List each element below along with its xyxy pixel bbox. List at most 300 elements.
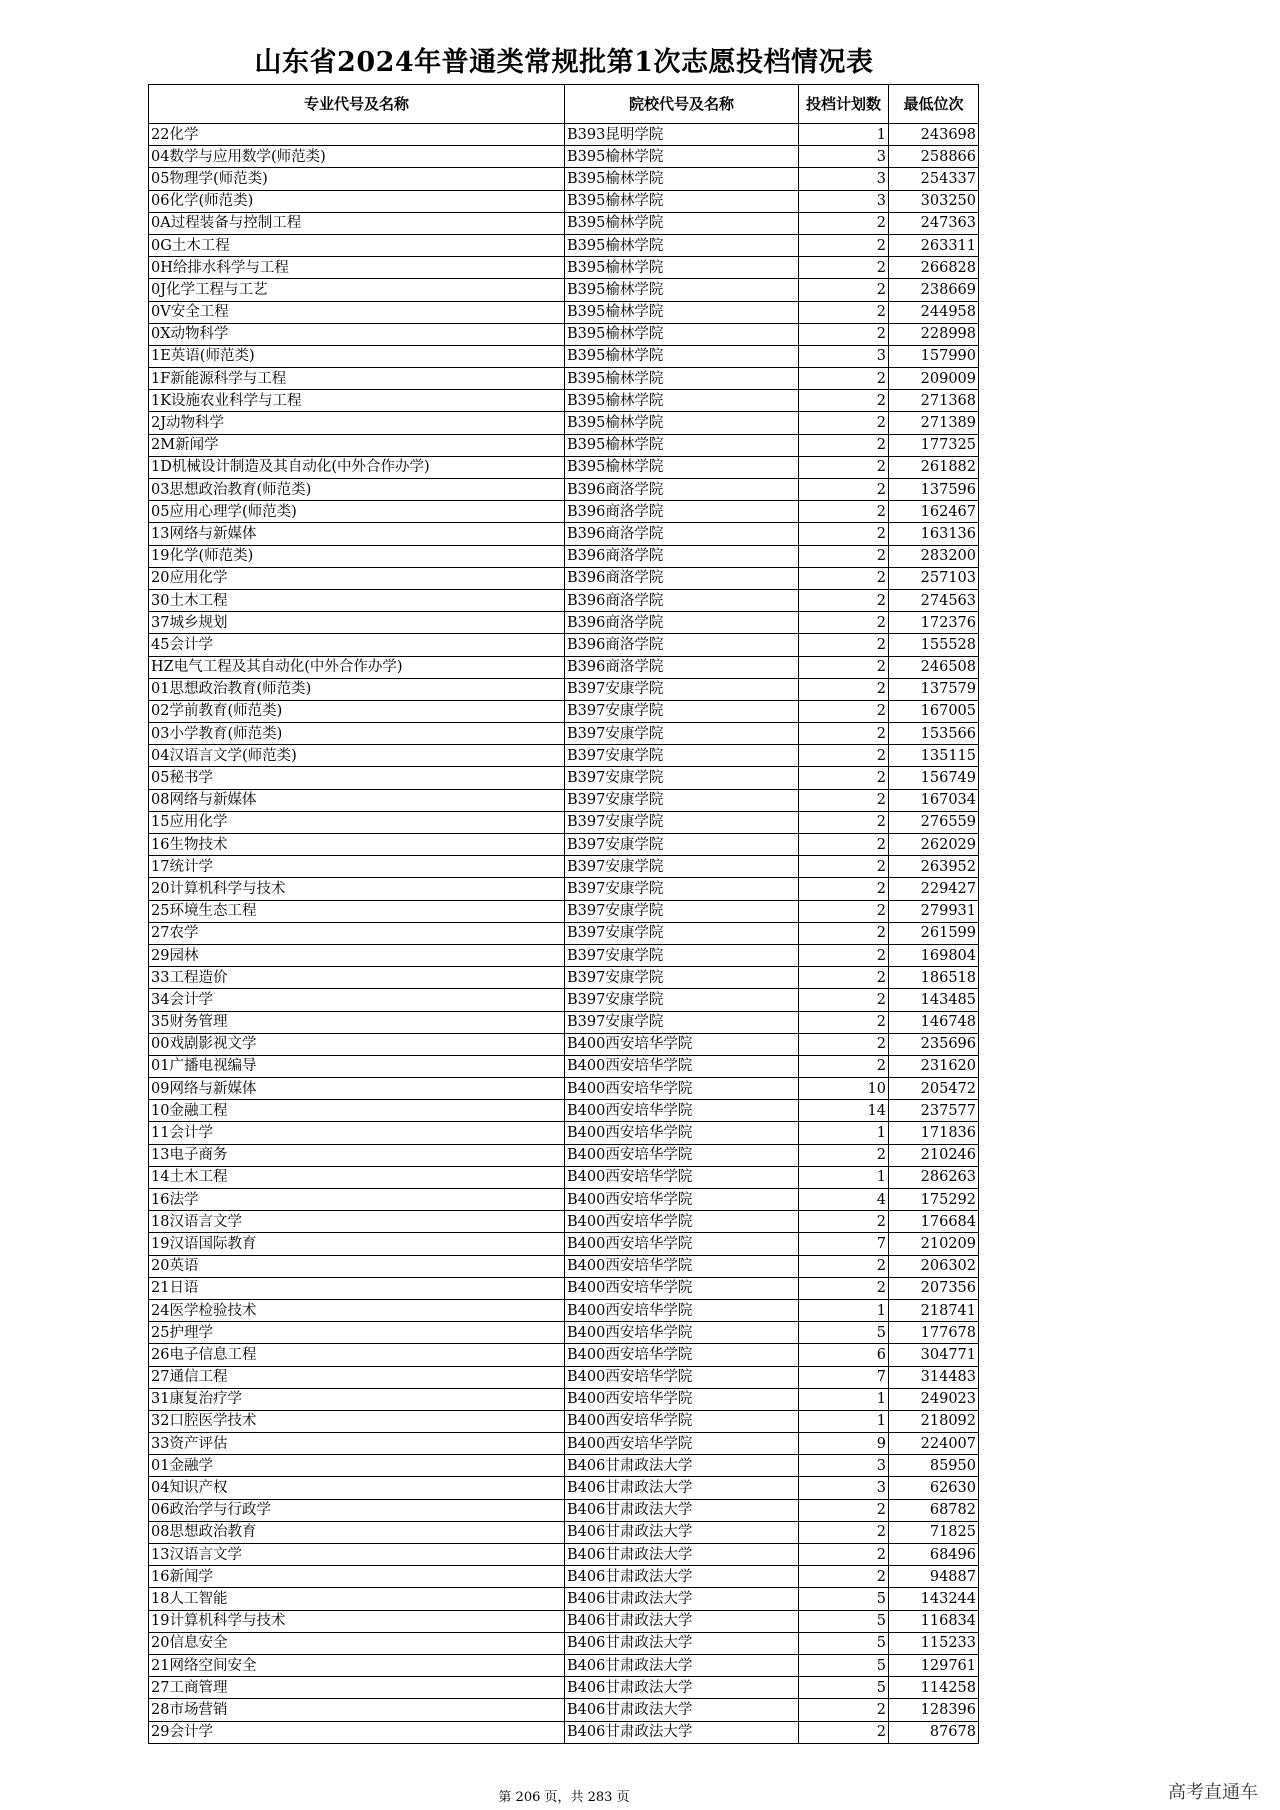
cell-major: 24医学检验技术 bbox=[149, 1299, 565, 1321]
cell-major: 22化学 bbox=[149, 124, 565, 146]
cell-school: B396商洛学院 bbox=[565, 501, 799, 523]
cell-min-rank: 258866 bbox=[889, 146, 979, 168]
cell-school: B400西安培华学院 bbox=[565, 1344, 799, 1366]
cell-school: B395榆林学院 bbox=[565, 146, 799, 168]
cell-plan-count: 5 bbox=[799, 1677, 889, 1699]
table-row bbox=[149, 1588, 979, 1610]
cell-min-rank: 115233 bbox=[889, 1632, 979, 1654]
cell-major: 0G土木工程 bbox=[149, 234, 565, 256]
table-row bbox=[149, 479, 979, 501]
cell-min-rank: 304771 bbox=[889, 1344, 979, 1366]
table-row bbox=[149, 545, 979, 567]
cell-school: B400西安培华学院 bbox=[565, 1122, 799, 1144]
cell-major: 0A过程装备与控制工程 bbox=[149, 212, 565, 234]
cell-major: 06政治学与行政学 bbox=[149, 1499, 565, 1521]
cell-major: 26电子信息工程 bbox=[149, 1344, 565, 1366]
cell-plan-count: 2 bbox=[799, 656, 889, 678]
cell-min-rank: 279931 bbox=[889, 900, 979, 922]
cell-major: 00戏剧影视文学 bbox=[149, 1033, 565, 1055]
cell-plan-count: 3 bbox=[799, 146, 889, 168]
header-plan-count: 投档计划数 bbox=[799, 85, 889, 124]
header-min-rank: 最低位次 bbox=[889, 85, 979, 124]
cell-school: B400西安培华学院 bbox=[565, 1233, 799, 1255]
cell-min-rank: 263952 bbox=[889, 856, 979, 878]
table-row bbox=[149, 878, 979, 900]
cell-plan-count: 2 bbox=[799, 1544, 889, 1566]
cell-plan-count: 2 bbox=[799, 834, 889, 856]
cell-plan-count: 3 bbox=[799, 190, 889, 212]
cell-major: 19计算机科学与技术 bbox=[149, 1610, 565, 1632]
cell-plan-count: 3 bbox=[799, 345, 889, 367]
cell-plan-count: 2 bbox=[799, 1211, 889, 1233]
table-row bbox=[149, 1299, 979, 1321]
cell-min-rank: 177678 bbox=[889, 1322, 979, 1344]
cell-school: B406甘肃政法大学 bbox=[565, 1499, 799, 1521]
cell-major: 14土木工程 bbox=[149, 1166, 565, 1188]
table-row bbox=[149, 212, 979, 234]
table-row bbox=[149, 279, 979, 301]
table-row bbox=[149, 412, 979, 434]
cell-plan-count: 2 bbox=[799, 1499, 889, 1521]
cell-min-rank: 167034 bbox=[889, 789, 979, 811]
cell-plan-count: 5 bbox=[799, 1654, 889, 1676]
cell-plan-count: 5 bbox=[799, 1632, 889, 1654]
table-row bbox=[149, 1433, 979, 1455]
cell-min-rank: 153566 bbox=[889, 723, 979, 745]
cell-min-rank: 143485 bbox=[889, 989, 979, 1011]
cell-school: B400西安培华学院 bbox=[565, 1410, 799, 1432]
cell-major: 05物理学(师范类) bbox=[149, 168, 565, 190]
table-row bbox=[149, 1055, 979, 1077]
cell-plan-count: 2 bbox=[799, 767, 889, 789]
cell-major: 1F新能源科学与工程 bbox=[149, 368, 565, 390]
cell-plan-count: 2 bbox=[799, 789, 889, 811]
cell-min-rank: 224007 bbox=[889, 1433, 979, 1455]
cell-plan-count: 2 bbox=[799, 212, 889, 234]
cell-plan-count: 2 bbox=[799, 589, 889, 611]
cell-min-rank: 210246 bbox=[889, 1144, 979, 1166]
cell-school: B400西安培华学院 bbox=[565, 1388, 799, 1410]
cell-school: B395榆林学院 bbox=[565, 368, 799, 390]
cell-major: 02学前教育(师范类) bbox=[149, 700, 565, 722]
table-row bbox=[149, 1189, 979, 1211]
cell-min-rank: 210209 bbox=[889, 1233, 979, 1255]
table-row bbox=[149, 190, 979, 212]
cell-min-rank: 261882 bbox=[889, 456, 979, 478]
cell-plan-count: 1 bbox=[799, 1388, 889, 1410]
cell-school: B406甘肃政法大学 bbox=[565, 1477, 799, 1499]
cell-plan-count: 2 bbox=[799, 390, 889, 412]
cell-school: B406甘肃政法大学 bbox=[565, 1654, 799, 1676]
cell-major: 45会计学 bbox=[149, 634, 565, 656]
cell-min-rank: 186518 bbox=[889, 967, 979, 989]
table-row bbox=[149, 811, 979, 833]
cell-min-rank: 177325 bbox=[889, 434, 979, 456]
table-row bbox=[149, 323, 979, 345]
cell-min-rank: 137579 bbox=[889, 678, 979, 700]
cell-school: B396商洛学院 bbox=[565, 634, 799, 656]
cell-plan-count: 2 bbox=[799, 723, 889, 745]
table-row bbox=[149, 1566, 979, 1588]
cell-major: 20英语 bbox=[149, 1255, 565, 1277]
cell-school: B396商洛学院 bbox=[565, 567, 799, 589]
cell-school: B400西安培华学院 bbox=[565, 1144, 799, 1166]
cell-school: B397安康学院 bbox=[565, 678, 799, 700]
cell-school: B400西安培华学院 bbox=[565, 1255, 799, 1277]
cell-major: 03小学教育(师范类) bbox=[149, 723, 565, 745]
cell-school: B397安康学院 bbox=[565, 989, 799, 1011]
cell-school: B395榆林学院 bbox=[565, 234, 799, 256]
cell-major: 04汉语言文学(师范类) bbox=[149, 745, 565, 767]
table-row bbox=[149, 1632, 979, 1654]
table-row bbox=[149, 767, 979, 789]
table-row bbox=[149, 1388, 979, 1410]
cell-school: B395榆林学院 bbox=[565, 212, 799, 234]
cell-major: 20计算机科学与技术 bbox=[149, 878, 565, 900]
cell-school: B406甘肃政法大学 bbox=[565, 1455, 799, 1477]
cell-min-rank: 163136 bbox=[889, 523, 979, 545]
cell-major: 18人工智能 bbox=[149, 1588, 565, 1610]
cell-school: B406甘肃政法大学 bbox=[565, 1677, 799, 1699]
table-row bbox=[149, 146, 979, 168]
cell-major: 17统计学 bbox=[149, 856, 565, 878]
cell-min-rank: 128396 bbox=[889, 1699, 979, 1721]
cell-min-rank: 254337 bbox=[889, 168, 979, 190]
table-row bbox=[149, 634, 979, 656]
cell-school: B395榆林学院 bbox=[565, 301, 799, 323]
cell-plan-count: 2 bbox=[799, 878, 889, 900]
cell-plan-count: 2 bbox=[799, 612, 889, 634]
cell-min-rank: 257103 bbox=[889, 567, 979, 589]
cell-major: 1E英语(师范类) bbox=[149, 345, 565, 367]
cell-min-rank: 229427 bbox=[889, 878, 979, 900]
cell-min-rank: 209009 bbox=[889, 368, 979, 390]
cell-major: 01金融学 bbox=[149, 1455, 565, 1477]
cell-plan-count: 2 bbox=[799, 567, 889, 589]
cell-major: 29会计学 bbox=[149, 1721, 565, 1743]
cell-min-rank: 228998 bbox=[889, 323, 979, 345]
cell-school: B396商洛学院 bbox=[565, 656, 799, 678]
cell-major: HZ电气工程及其自动化(中外合作办学) bbox=[149, 656, 565, 678]
cell-plan-count: 2 bbox=[799, 745, 889, 767]
cell-min-rank: 262029 bbox=[889, 834, 979, 856]
table-row bbox=[149, 989, 979, 1011]
cell-plan-count: 2 bbox=[799, 1521, 889, 1543]
cell-plan-count: 1 bbox=[799, 1410, 889, 1432]
cell-min-rank: 244958 bbox=[889, 301, 979, 323]
table-row bbox=[149, 612, 979, 634]
cell-plan-count: 2 bbox=[799, 368, 889, 390]
cell-major: 27工商管理 bbox=[149, 1677, 565, 1699]
cell-major: 0V安全工程 bbox=[149, 301, 565, 323]
cell-school: B397安康学院 bbox=[565, 900, 799, 922]
cell-major: 20信息安全 bbox=[149, 1632, 565, 1654]
page-number: 第 206 页，共 283 页 bbox=[498, 1790, 630, 1805]
cell-major: 08思想政治教育 bbox=[149, 1521, 565, 1543]
cell-school: B400西安培华学院 bbox=[565, 1055, 799, 1077]
cell-school: B395榆林学院 bbox=[565, 168, 799, 190]
cell-school: B400西安培华学院 bbox=[565, 1433, 799, 1455]
cell-school: B406甘肃政法大学 bbox=[565, 1566, 799, 1588]
cell-plan-count: 6 bbox=[799, 1344, 889, 1366]
cell-school: B406甘肃政法大学 bbox=[565, 1610, 799, 1632]
table-row bbox=[149, 1455, 979, 1477]
cell-major: 0J化学工程与工艺 bbox=[149, 279, 565, 301]
cell-min-rank: 155528 bbox=[889, 634, 979, 656]
cell-school: B396商洛学院 bbox=[565, 545, 799, 567]
cell-plan-count: 2 bbox=[799, 234, 889, 256]
table-row bbox=[149, 523, 979, 545]
cell-plan-count: 7 bbox=[799, 1366, 889, 1388]
cell-min-rank: 231620 bbox=[889, 1055, 979, 1077]
cell-min-rank: 237577 bbox=[889, 1100, 979, 1122]
table-header-row bbox=[149, 85, 979, 124]
cell-min-rank: 243698 bbox=[889, 124, 979, 146]
cell-min-rank: 246508 bbox=[889, 656, 979, 678]
cell-min-rank: 283200 bbox=[889, 545, 979, 567]
cell-plan-count: 5 bbox=[799, 1588, 889, 1610]
cell-major: 2J动物科学 bbox=[149, 412, 565, 434]
cell-major: 0X动物科学 bbox=[149, 323, 565, 345]
table-row bbox=[149, 434, 979, 456]
cell-school: B395榆林学院 bbox=[565, 434, 799, 456]
cell-major: 33工程造价 bbox=[149, 967, 565, 989]
cell-min-rank: 247363 bbox=[889, 212, 979, 234]
cell-min-rank: 172376 bbox=[889, 612, 979, 634]
cell-plan-count: 2 bbox=[799, 989, 889, 1011]
cell-plan-count: 2 bbox=[799, 856, 889, 878]
cell-school: B395榆林学院 bbox=[565, 390, 799, 412]
cell-school: B397安康学院 bbox=[565, 700, 799, 722]
cell-major: 04数学与应用数学(师范类) bbox=[149, 146, 565, 168]
cell-min-rank: 169804 bbox=[889, 944, 979, 966]
cell-min-rank: 175292 bbox=[889, 1189, 979, 1211]
cell-min-rank: 171836 bbox=[889, 1122, 979, 1144]
cell-school: B400西安培华学院 bbox=[565, 1211, 799, 1233]
table-row bbox=[149, 1078, 979, 1100]
cell-min-rank: 85950 bbox=[889, 1455, 979, 1477]
cell-min-rank: 157990 bbox=[889, 345, 979, 367]
cell-major: 01广播电视编导 bbox=[149, 1055, 565, 1077]
cell-school: B393昆明学院 bbox=[565, 124, 799, 146]
cell-plan-count: 2 bbox=[799, 412, 889, 434]
cell-school: B395榆林学院 bbox=[565, 279, 799, 301]
cell-school: B397安康学院 bbox=[565, 856, 799, 878]
cell-major: 32口腔医学技术 bbox=[149, 1410, 565, 1432]
cell-major: 1K设施农业科学与工程 bbox=[149, 390, 565, 412]
cell-school: B406甘肃政法大学 bbox=[565, 1632, 799, 1654]
table-row bbox=[149, 1277, 979, 1299]
cell-plan-count: 10 bbox=[799, 1078, 889, 1100]
cell-plan-count: 2 bbox=[799, 434, 889, 456]
cell-plan-count: 2 bbox=[799, 1566, 889, 1588]
table-row bbox=[149, 789, 979, 811]
cell-plan-count: 2 bbox=[799, 900, 889, 922]
cell-min-rank: 62630 bbox=[889, 1477, 979, 1499]
cell-major: 28市场营销 bbox=[149, 1699, 565, 1721]
table-body bbox=[149, 124, 979, 1744]
table-row bbox=[149, 1477, 979, 1499]
table-row bbox=[149, 501, 979, 523]
cell-school: B400西安培华学院 bbox=[565, 1366, 799, 1388]
table-row bbox=[149, 678, 979, 700]
cell-major: 33资产评估 bbox=[149, 1433, 565, 1455]
cell-min-rank: 129761 bbox=[889, 1654, 979, 1676]
table-row bbox=[149, 345, 979, 367]
cell-school: B406甘肃政法大学 bbox=[565, 1521, 799, 1543]
cell-major: 16法学 bbox=[149, 1189, 565, 1211]
cell-school: B397安康学院 bbox=[565, 834, 799, 856]
table-row bbox=[149, 856, 979, 878]
cell-school: B396商洛学院 bbox=[565, 589, 799, 611]
cell-school: B395榆林学院 bbox=[565, 456, 799, 478]
cell-plan-count: 2 bbox=[799, 700, 889, 722]
cell-plan-count: 5 bbox=[799, 1610, 889, 1632]
cell-plan-count: 2 bbox=[799, 301, 889, 323]
cell-school: B395榆林学院 bbox=[565, 257, 799, 279]
cell-school: B397安康学院 bbox=[565, 967, 799, 989]
cell-plan-count: 2 bbox=[799, 678, 889, 700]
table-row bbox=[149, 1166, 979, 1188]
cell-school: B395榆林学院 bbox=[565, 323, 799, 345]
table-row bbox=[149, 656, 979, 678]
cell-major: 29园林 bbox=[149, 944, 565, 966]
table-row bbox=[149, 1100, 979, 1122]
table-row bbox=[149, 1011, 979, 1033]
table-row bbox=[149, 967, 979, 989]
cell-school: B400西安培华学院 bbox=[565, 1033, 799, 1055]
table-row bbox=[149, 834, 979, 856]
table-row bbox=[149, 1721, 979, 1743]
cell-min-rank: 218092 bbox=[889, 1410, 979, 1432]
cell-plan-count: 2 bbox=[799, 1055, 889, 1077]
cell-plan-count: 2 bbox=[799, 1699, 889, 1721]
cell-major: 15应用化学 bbox=[149, 811, 565, 833]
cell-school: B400西安培华学院 bbox=[565, 1078, 799, 1100]
cell-major: 11会计学 bbox=[149, 1122, 565, 1144]
cell-school: B395榆林学院 bbox=[565, 345, 799, 367]
cell-major: 27农学 bbox=[149, 922, 565, 944]
table-row bbox=[149, 1255, 979, 1277]
cell-major: 34会计学 bbox=[149, 989, 565, 1011]
cell-major: 25环境生态工程 bbox=[149, 900, 565, 922]
cell-plan-count: 2 bbox=[799, 967, 889, 989]
table-row bbox=[149, 1499, 979, 1521]
cell-min-rank: 207356 bbox=[889, 1277, 979, 1299]
cell-school: B400西安培华学院 bbox=[565, 1100, 799, 1122]
cell-min-rank: 218741 bbox=[889, 1299, 979, 1321]
cell-major: 04知识产权 bbox=[149, 1477, 565, 1499]
cell-min-rank: 71825 bbox=[889, 1521, 979, 1543]
cell-min-rank: 94887 bbox=[889, 1566, 979, 1588]
cell-min-rank: 137596 bbox=[889, 479, 979, 501]
cell-school: B397安康学院 bbox=[565, 944, 799, 966]
table-row bbox=[149, 1654, 979, 1676]
cell-min-rank: 314483 bbox=[889, 1366, 979, 1388]
cell-plan-count: 2 bbox=[799, 456, 889, 478]
cell-school: B397安康学院 bbox=[565, 922, 799, 944]
cell-min-rank: 263311 bbox=[889, 234, 979, 256]
table-row bbox=[149, 567, 979, 589]
cell-min-rank: 249023 bbox=[889, 1388, 979, 1410]
cell-min-rank: 276559 bbox=[889, 811, 979, 833]
cell-school: B397安康学院 bbox=[565, 811, 799, 833]
cell-major: 13电子商务 bbox=[149, 1144, 565, 1166]
cell-plan-count: 2 bbox=[799, 944, 889, 966]
table-row bbox=[149, 390, 979, 412]
cell-major: 19汉语国际教育 bbox=[149, 1233, 565, 1255]
cell-plan-count: 2 bbox=[799, 479, 889, 501]
cell-major: 31康复治疗学 bbox=[149, 1388, 565, 1410]
cell-school: B395榆林学院 bbox=[565, 190, 799, 212]
cell-min-rank: 176684 bbox=[889, 1211, 979, 1233]
table-row bbox=[149, 922, 979, 944]
cell-school: B406甘肃政法大学 bbox=[565, 1699, 799, 1721]
cell-school: B406甘肃政法大学 bbox=[565, 1588, 799, 1610]
cell-min-rank: 238669 bbox=[889, 279, 979, 301]
cell-school: B400西安培华学院 bbox=[565, 1277, 799, 1299]
table-row bbox=[149, 368, 979, 390]
cell-major: 25护理学 bbox=[149, 1322, 565, 1344]
cell-min-rank: 286263 bbox=[889, 1166, 979, 1188]
table-row bbox=[149, 745, 979, 767]
cell-plan-count: 2 bbox=[799, 811, 889, 833]
header-school: 院校代号及名称 bbox=[565, 85, 799, 124]
cell-major: 03思想政治教育(师范类) bbox=[149, 479, 565, 501]
header-major: 专业代号及名称 bbox=[149, 85, 565, 124]
cell-school: B406甘肃政法大学 bbox=[565, 1544, 799, 1566]
cell-major: 13网络与新媒体 bbox=[149, 523, 565, 545]
cell-min-rank: 274563 bbox=[889, 589, 979, 611]
cell-plan-count: 2 bbox=[799, 1255, 889, 1277]
cell-plan-count: 3 bbox=[799, 1477, 889, 1499]
cell-school: B400西安培华学院 bbox=[565, 1322, 799, 1344]
page-title: 山东省2024年普通类常规批第1次志愿投档情况表 bbox=[254, 47, 874, 78]
table-row bbox=[149, 944, 979, 966]
cell-plan-count: 2 bbox=[799, 257, 889, 279]
cell-min-rank: 303250 bbox=[889, 190, 979, 212]
cell-plan-count: 7 bbox=[799, 1233, 889, 1255]
cell-min-rank: 266828 bbox=[889, 257, 979, 279]
cell-min-rank: 167005 bbox=[889, 700, 979, 722]
cell-plan-count: 2 bbox=[799, 1144, 889, 1166]
table-row bbox=[149, 1610, 979, 1632]
table-row bbox=[149, 456, 979, 478]
table-row bbox=[149, 168, 979, 190]
cell-major: 1D机械设计制造及其自动化(中外合作办学) bbox=[149, 456, 565, 478]
table-row bbox=[149, 1211, 979, 1233]
cell-plan-count: 2 bbox=[799, 323, 889, 345]
cell-major: 0H给排水科学与工程 bbox=[149, 257, 565, 279]
cell-plan-count: 1 bbox=[799, 1299, 889, 1321]
cell-major: 16新闻学 bbox=[149, 1566, 565, 1588]
table-row bbox=[149, 700, 979, 722]
cell-plan-count: 2 bbox=[799, 523, 889, 545]
table-row bbox=[149, 1410, 979, 1432]
cell-min-rank: 146748 bbox=[889, 1011, 979, 1033]
cell-min-rank: 205472 bbox=[889, 1078, 979, 1100]
cell-plan-count: 2 bbox=[799, 501, 889, 523]
cell-major: 16生物技术 bbox=[149, 834, 565, 856]
cell-min-rank: 143244 bbox=[889, 1588, 979, 1610]
cell-min-rank: 156749 bbox=[889, 767, 979, 789]
cell-min-rank: 235696 bbox=[889, 1033, 979, 1055]
cell-major: 21网络空间安全 bbox=[149, 1654, 565, 1676]
cell-major: 37城乡规划 bbox=[149, 612, 565, 634]
cell-major: 05秘书学 bbox=[149, 767, 565, 789]
cell-major: 13汉语言文学 bbox=[149, 1544, 565, 1566]
cell-school: B397安康学院 bbox=[565, 767, 799, 789]
